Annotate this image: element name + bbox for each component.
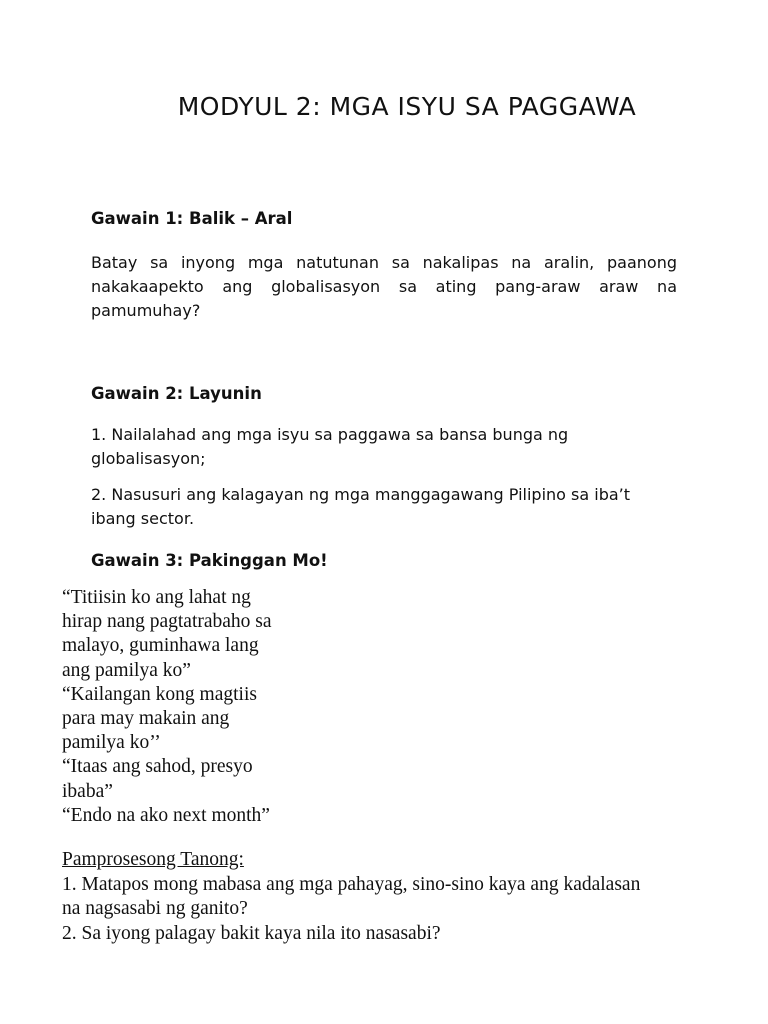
gawain-2-item-1: 1. Nailalahad ang mga isyu sa paggawa sa bansa bunga ng globalisasyon; [91, 425, 569, 468]
question-line: 1. Matapos mong mabasa ang mga pahayag, sino-sino kaya ang kadalasan [62, 873, 641, 895]
quote-line: “Titiisin ko ang lahat ng [62, 587, 251, 608]
question-line: na nagsasabi ng ganito? [62, 898, 248, 919]
gawain-3-heading: Gawain 3: Pakinggan Mo! [91, 551, 328, 570]
processing-questions [62, 848, 742, 946]
question-line: 2. Sa iyong palagay bakit kaya nila ito nasasabi? [62, 922, 441, 944]
gawain-2-heading: Gawain 2: Layunin [91, 384, 262, 403]
gawain-2-item-2: 2. Nasusuri ang kalagayan ng mga manggagawang Pilipino sa iba’t ibang sector. [91, 485, 631, 528]
gawain-1-text: Batay sa inyong mga natutunan sa nakalipas na aralin, paanong nakakaapekto ang globalisasyon sa ating pang-araw araw na pamumuhay? [91, 253, 677, 320]
quote-line: hirap nang pagtatrabaho sa [62, 611, 272, 633]
quote-line: “Endo na ako next month” [62, 804, 270, 826]
quote-line: pamilya ko’’ [62, 732, 161, 754]
processing-questions-label: Pamprosesong Tanong: [62, 849, 244, 870]
quote-line: para may makain ang [62, 708, 230, 730]
page-title: MODYUL 2: MGA ISYU SA PAGGAWA [177, 92, 637, 121]
quote-line: “Kailangan kong magtiis [62, 683, 257, 705]
gawain-1-heading: Gawain 1: Balik – Aral [91, 209, 293, 228]
quote-line: ang pamilya ko” [62, 659, 191, 681]
quote-line: malayo, guminhawa lang [62, 635, 259, 657]
quote-line: ibaba” [62, 780, 113, 802]
quotes-block [62, 586, 362, 828]
quote-line: “Itaas ang sahod, presyo [62, 756, 253, 778]
